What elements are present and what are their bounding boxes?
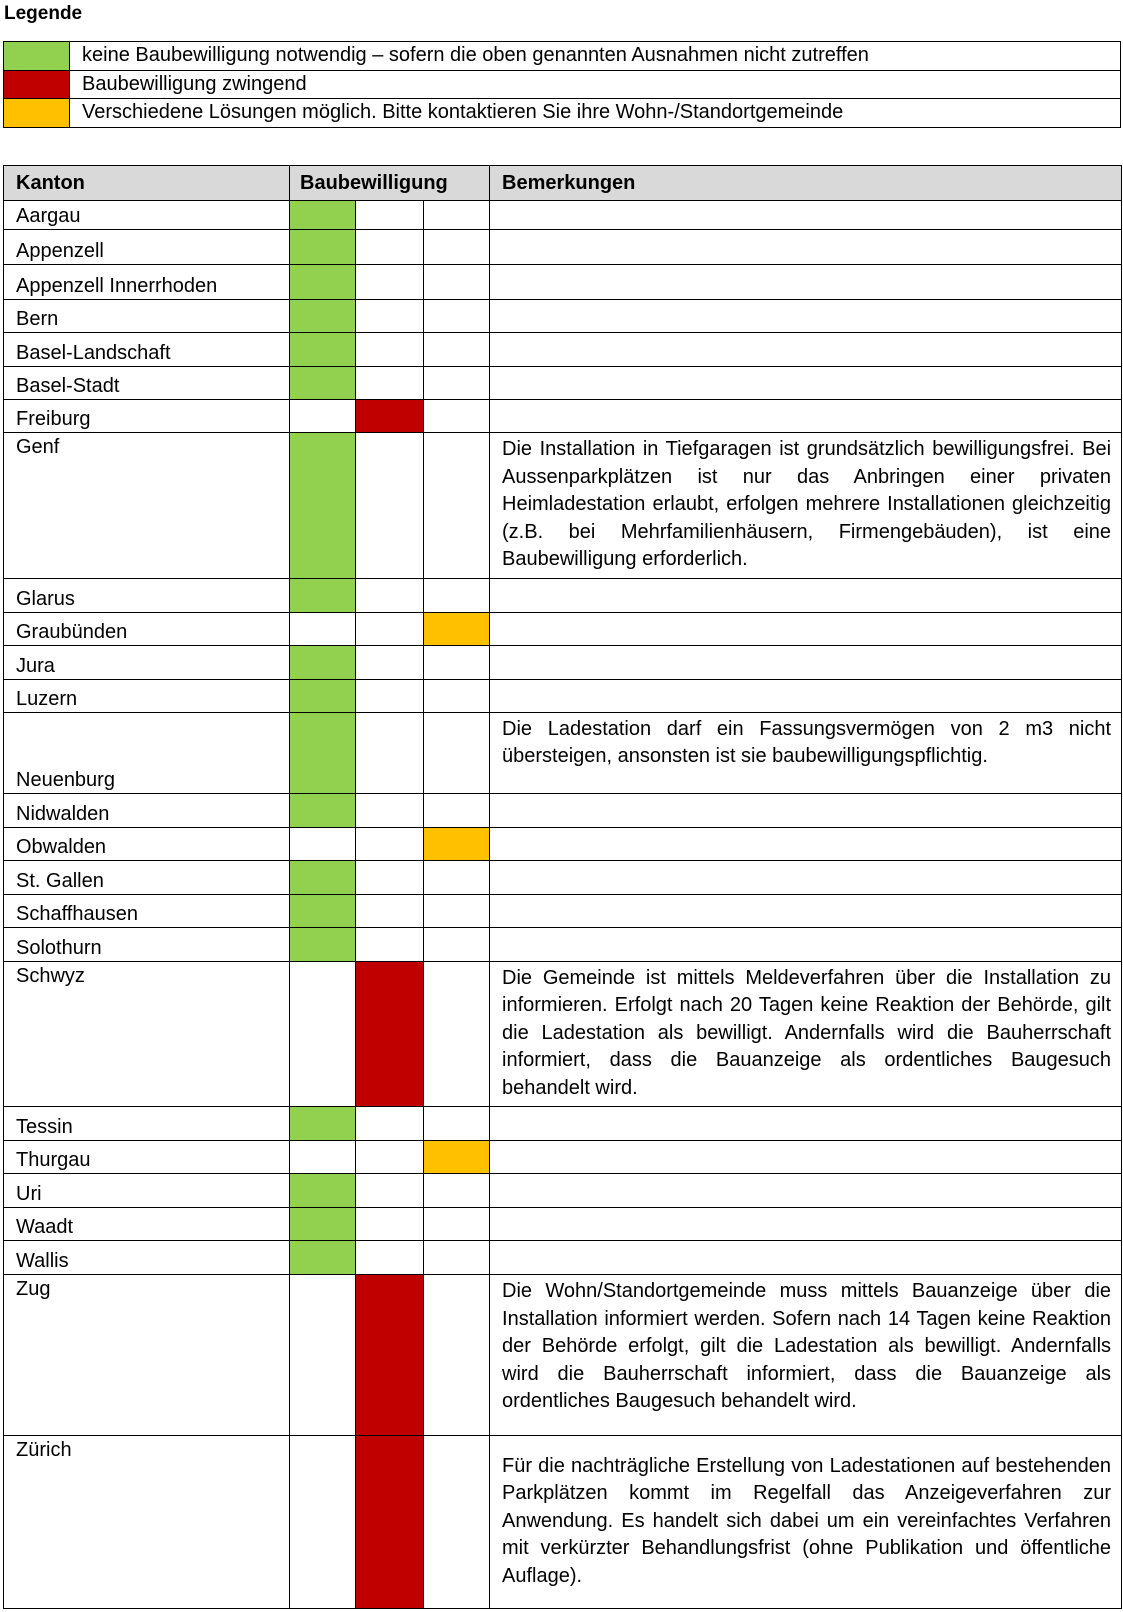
status-cell-red — [356, 1107, 424, 1141]
status-cell-green — [290, 333, 356, 367]
status-cell-green — [290, 433, 356, 579]
legend-row-orange — [4, 99, 1121, 128]
baubewilligung-table — [3, 165, 1122, 1609]
status-cell-red — [356, 433, 424, 579]
status-cell-green — [290, 1241, 356, 1275]
kanton-cell: St. Gallen — [4, 860, 290, 894]
remark-cell — [490, 827, 1122, 860]
remark-cell — [490, 367, 1122, 400]
remark-cell: Die Ladestation darf ein Fassungsvermögen von 2 m3 nicht übersteigen, ansonsten ist sie baubewilligungspflichtig. — [490, 712, 1122, 793]
table-row — [4, 1107, 1122, 1141]
kanton-cell: Jura — [4, 645, 290, 679]
table-header-row — [4, 166, 1122, 201]
table-row — [4, 400, 1122, 433]
status-cell-orange — [424, 300, 490, 333]
status-cell-green — [290, 367, 356, 400]
status-cell-orange — [424, 433, 490, 579]
kanton-cell: Thurgau — [4, 1141, 290, 1174]
kanton-cell: Schwyz — [4, 961, 290, 1107]
table-row — [4, 433, 1122, 579]
status-cell-red — [356, 230, 424, 265]
status-cell-orange — [424, 827, 490, 860]
remark-cell — [490, 927, 1122, 961]
status-cell-orange — [424, 578, 490, 612]
kanton-cell: Basel-Landschaft — [4, 333, 290, 367]
kanton-cell: Tessin — [4, 1107, 290, 1141]
status-cell-red — [356, 1275, 424, 1436]
table-row — [4, 578, 1122, 612]
status-cell-red — [356, 1208, 424, 1241]
remark-cell — [490, 400, 1122, 433]
status-cell-orange — [424, 679, 490, 712]
table-row — [4, 860, 1122, 894]
status-cell-red — [356, 679, 424, 712]
status-cell-red — [356, 612, 424, 645]
kanton-cell: Waadt — [4, 1208, 290, 1241]
status-cell-green — [290, 612, 356, 645]
status-cell-orange — [424, 645, 490, 679]
remark-cell — [490, 679, 1122, 712]
status-cell-green — [290, 1436, 356, 1609]
status-cell-orange — [424, 894, 490, 927]
table-row — [4, 300, 1122, 333]
status-cell-green — [290, 793, 356, 827]
table-row — [4, 793, 1122, 827]
kanton-cell: Wallis — [4, 1241, 290, 1275]
status-cell-orange — [424, 265, 490, 300]
status-cell-green — [290, 645, 356, 679]
kanton-cell: Appenzell Innerrhoden — [4, 265, 290, 300]
table-row — [4, 1208, 1122, 1241]
legend-text-orange: Verschiedene Lösungen möglich. Bitte kontaktieren Sie ihre Wohn-/Standortgemeinde — [70, 99, 1121, 128]
kanton-cell: Schaffhausen — [4, 894, 290, 927]
status-cell-green — [290, 300, 356, 333]
kanton-cell: Nidwalden — [4, 793, 290, 827]
status-cell-orange — [424, 367, 490, 400]
table-row — [4, 827, 1122, 860]
status-cell-green — [290, 1174, 356, 1208]
kanton-cell: Genf — [4, 433, 290, 579]
status-cell-green — [290, 201, 356, 230]
table-row — [4, 230, 1122, 265]
status-cell-orange — [424, 961, 490, 1107]
status-cell-red — [356, 894, 424, 927]
kanton-cell: Glarus — [4, 578, 290, 612]
table-row — [4, 1275, 1122, 1436]
status-cell-red — [356, 927, 424, 961]
status-cell-orange — [424, 1241, 490, 1275]
status-cell-red — [356, 645, 424, 679]
remark-cell — [490, 1174, 1122, 1208]
header-baubewilligung: Baubewilligung — [290, 166, 490, 201]
status-cell-green — [290, 578, 356, 612]
status-cell-orange — [424, 1107, 490, 1141]
status-cell-green — [290, 1141, 356, 1174]
remark-cell: Die Installation in Tiefgaragen ist grundsätzlich bewilligungsfrei. Bei Aussenparkplätzen ist nur das Anbringen einer privaten Heimladestation erlaubt, erfolgen mehrere Installationen gleichzeitig (z.B. bei Mehrfamilienhäusern, Firmengebäuden), ist eine Baubewilligung erforderlich. — [490, 433, 1122, 579]
status-cell-red — [356, 400, 424, 433]
remark-cell: Für die nachträgliche Erstellung von Ladestationen auf bestehenden Parkplätzen kommt im Regelfall das Anzeigeverfahren zur Anwendung. Es handelt sich dabei um ein vereinfachtes Verfahren mit verkürzter Behandlungsfrist (ohne Publikation und öffentliche Auflage). — [490, 1436, 1122, 1609]
kanton-cell: Aargau — [4, 201, 290, 230]
status-cell-orange — [424, 1141, 490, 1174]
remark-cell: Die Gemeinde ist mittels Meldeverfahren über die Installation zu informieren. Erfolgt nach 20 Tagen keine Reaktion der Behörde, gilt die Ladestation als bewilligt. Andernfalls wird die Bauherrschaft informiert, dass die Bauanzeige als ordentliches Baugesuch behandelt wird. — [490, 961, 1122, 1107]
status-cell-orange — [424, 612, 490, 645]
status-cell-red — [356, 1141, 424, 1174]
table-row — [4, 1241, 1122, 1275]
table-row — [4, 1174, 1122, 1208]
kanton-cell: Zug — [4, 1275, 290, 1436]
remark-cell — [490, 1107, 1122, 1141]
kanton-cell: Zürich — [4, 1436, 290, 1609]
table-row — [4, 1141, 1122, 1174]
status-cell-green — [290, 400, 356, 433]
status-cell-green — [290, 827, 356, 860]
status-cell-orange — [424, 927, 490, 961]
legend-title: Legende — [4, 3, 83, 24]
status-cell-red — [356, 712, 424, 793]
status-cell-orange — [424, 201, 490, 230]
kanton-cell: Luzern — [4, 679, 290, 712]
status-cell-red — [356, 793, 424, 827]
status-cell-green — [290, 1107, 356, 1141]
remark-cell — [490, 793, 1122, 827]
table-body — [4, 201, 1122, 1609]
legend-table — [3, 41, 1121, 128]
header-bemerkungen: Bemerkungen — [490, 166, 1122, 201]
legend-row-green — [4, 42, 1121, 71]
status-cell-green — [290, 860, 356, 894]
status-cell-green — [290, 679, 356, 712]
status-cell-orange — [424, 333, 490, 367]
kanton-cell: Solothurn — [4, 927, 290, 961]
status-cell-orange — [424, 793, 490, 827]
status-cell-red — [356, 961, 424, 1107]
status-cell-red — [356, 265, 424, 300]
status-cell-red — [356, 367, 424, 400]
status-cell-green — [290, 1208, 356, 1241]
status-cell-green — [290, 712, 356, 793]
table-row — [4, 961, 1122, 1107]
table-row — [4, 367, 1122, 400]
status-cell-green — [290, 894, 356, 927]
table-row — [4, 612, 1122, 645]
remark-cell — [490, 894, 1122, 927]
status-cell-orange — [424, 860, 490, 894]
legend-text-red: Baubewilligung zwingend — [70, 70, 1121, 99]
remark-cell — [490, 1141, 1122, 1174]
table-row — [4, 1436, 1122, 1609]
table-row — [4, 201, 1122, 230]
table-row — [4, 927, 1122, 961]
remark-cell — [490, 1241, 1122, 1275]
kanton-cell: Graubünden — [4, 612, 290, 645]
status-cell-orange — [424, 712, 490, 793]
remark-cell — [490, 265, 1122, 300]
status-cell-orange — [424, 1208, 490, 1241]
remark-cell — [490, 1208, 1122, 1241]
header-kanton: Kanton — [4, 166, 290, 201]
legend-swatch-orange — [4, 99, 70, 128]
status-cell-orange — [424, 400, 490, 433]
status-cell-red — [356, 860, 424, 894]
status-cell-red — [356, 1174, 424, 1208]
kanton-cell: Neuenburg — [4, 712, 290, 793]
status-cell-red — [356, 1436, 424, 1609]
table-row — [4, 679, 1122, 712]
status-cell-green — [290, 265, 356, 300]
kanton-cell: Appenzell — [4, 230, 290, 265]
kanton-cell: Uri — [4, 1174, 290, 1208]
remark-cell — [490, 860, 1122, 894]
status-cell-red — [356, 300, 424, 333]
status-cell-green — [290, 1275, 356, 1436]
remark-cell — [490, 578, 1122, 612]
status-cell-red — [356, 578, 424, 612]
kanton-cell: Basel-Stadt — [4, 367, 290, 400]
status-cell-red — [356, 201, 424, 230]
table-row — [4, 265, 1122, 300]
kanton-cell: Freiburg — [4, 400, 290, 433]
remark-cell — [490, 645, 1122, 679]
legend-row-red — [4, 70, 1121, 99]
status-cell-red — [356, 827, 424, 860]
status-cell-red — [356, 1241, 424, 1275]
remark-cell — [490, 201, 1122, 230]
legend-swatch-red — [4, 70, 70, 99]
status-cell-orange — [424, 1436, 490, 1609]
table-row — [4, 894, 1122, 927]
remark-cell: Die Wohn/Standortgemeinde muss mittels Bauanzeige über die Installation informiert werden. Sofern nach 14 Tagen keine Reaktion der Behörde erfolgt, gilt die Ladestation als bewilligt. Andernfalls wird die Bauherrschaft informiert, dass die Bauanzeige als ordentliches Baugesuch behandelt wird. — [490, 1275, 1122, 1436]
legend-swatch-green — [4, 42, 70, 71]
status-cell-orange — [424, 1174, 490, 1208]
remark-cell — [490, 333, 1122, 367]
kanton-cell: Bern — [4, 300, 290, 333]
kanton-cell: Obwalden — [4, 827, 290, 860]
status-cell-orange — [424, 1275, 490, 1436]
table-row — [4, 333, 1122, 367]
remark-cell — [490, 230, 1122, 265]
table-row — [4, 645, 1122, 679]
status-cell-red — [356, 333, 424, 367]
remark-cell — [490, 300, 1122, 333]
status-cell-green — [290, 927, 356, 961]
legend-text-green: keine Baubewilligung notwendig – sofern die oben genannten Ausnahmen nicht zutreffen — [70, 42, 1121, 71]
table-row — [4, 712, 1122, 793]
status-cell-green — [290, 961, 356, 1107]
status-cell-green — [290, 230, 356, 265]
status-cell-orange — [424, 230, 490, 265]
remark-cell — [490, 612, 1122, 645]
